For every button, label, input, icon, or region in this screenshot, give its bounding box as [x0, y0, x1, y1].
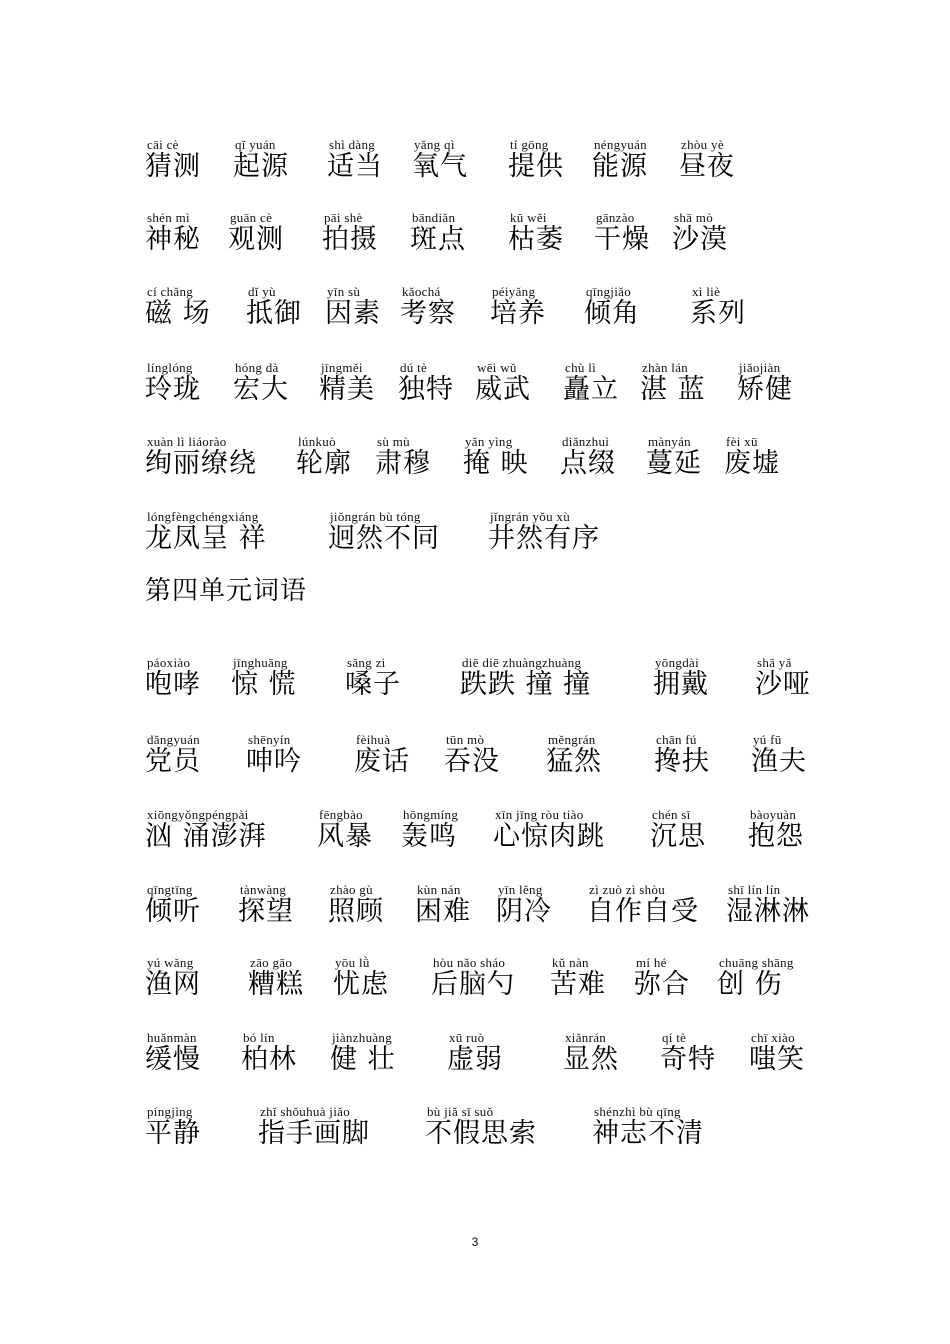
pinyin: xiǎnrán: [565, 1030, 607, 1045]
pinyin: jǐngrán yǒu xù: [490, 509, 571, 524]
hanzi: 心惊肉跳: [493, 821, 605, 852]
hanzi: 渔网: [145, 969, 201, 1000]
hanzi: 神秘: [145, 224, 201, 255]
pinyin: hōngmíng: [403, 807, 459, 822]
hanzi: 迥然不同: [328, 523, 440, 554]
hanzi: 阴冷: [496, 896, 552, 927]
pinyin: bù jiǎ sī suǒ: [427, 1104, 494, 1119]
hanzi: 点缀: [560, 448, 616, 479]
hanzi: 磁 场: [145, 298, 211, 329]
pinyin: línglóng: [147, 360, 193, 375]
word-row: [0, 733, 950, 793]
word-row: [0, 361, 950, 421]
hanzi: 能源: [592, 151, 648, 182]
hanzi: 咆哮: [145, 669, 201, 700]
hanzi: 苦难: [550, 969, 606, 1000]
pinyin: jiànzhuàng: [332, 1030, 393, 1045]
hanzi: 探望: [238, 896, 294, 927]
hanzi: 自作自受: [587, 896, 699, 927]
hanzi: 干燥: [594, 224, 650, 255]
pinyin: páoxiào: [147, 655, 191, 670]
pinyin: jiǒngrán bù tóng: [330, 509, 421, 524]
hanzi: 猛然: [546, 746, 602, 777]
section-heading: 第四单元词语: [145, 576, 308, 606]
pinyin: hóng dà: [235, 360, 279, 375]
hanzi: 搀扶: [654, 746, 710, 777]
hanzi: 起源: [233, 151, 289, 182]
pinyin: kǔ nàn: [552, 955, 589, 970]
hanzi: 渔夫: [751, 746, 807, 777]
word-row: [0, 510, 950, 570]
pinyin: cí chǎng: [147, 284, 194, 299]
hanzi: 平静: [145, 1118, 201, 1149]
pinyin: yōngdài: [655, 655, 699, 670]
pinyin: shēnyín: [248, 732, 291, 747]
hanzi: 拍摄: [322, 224, 378, 255]
pinyin: yú wǎng: [147, 955, 194, 970]
pinyin: yǎng qì: [414, 137, 455, 152]
hanzi: 嗤笑: [749, 1044, 805, 1075]
pinyin: jīnghuāng: [233, 655, 288, 670]
pinyin: xuàn lì liáorào: [147, 434, 227, 449]
pinyin: lúnkuò: [298, 434, 336, 449]
pinyin: yú fū: [753, 732, 782, 747]
word-row: [0, 138, 950, 198]
hanzi: 后脑勺: [431, 969, 515, 1000]
hanzi: 湛 蓝: [640, 374, 706, 405]
hanzi: 拥戴: [653, 669, 709, 700]
word-row: [0, 1031, 950, 1091]
hanzi: 绚丽缭绕: [145, 448, 257, 479]
page-number: 3: [471, 1235, 479, 1249]
hanzi: 弥合: [634, 969, 690, 1000]
pinyin: hòu nǎo sháo: [433, 955, 506, 970]
hanzi: 斑点: [410, 224, 466, 255]
pinyin: jīngměi: [321, 360, 363, 375]
pinyin: zhǐ shǒuhuà jiǎo: [260, 1104, 351, 1119]
hanzi: 抵御: [246, 298, 302, 329]
pinyin: shā yǎ: [757, 655, 792, 670]
pinyin: cāi cè: [147, 137, 179, 152]
hanzi: 党员: [145, 746, 201, 777]
pinyin: dú tè: [400, 360, 428, 375]
pinyin: xì liè: [692, 284, 721, 299]
hanzi: 照顾: [328, 896, 384, 927]
hanzi: 困难: [415, 896, 471, 927]
hanzi: 汹 涌澎湃: [145, 821, 267, 852]
hanzi: 沉思: [650, 821, 706, 852]
hanzi: 矫健: [737, 374, 793, 405]
pinyin: bāndiǎn: [412, 210, 456, 225]
pinyin: fēngbào: [319, 807, 363, 822]
hanzi: 氧气: [412, 151, 468, 182]
pinyin: guān cè: [230, 210, 273, 225]
pinyin: jiǎojiàn: [739, 360, 781, 375]
pinyin: mí hé: [636, 955, 667, 970]
hanzi: 提供: [508, 151, 564, 182]
hanzi: 风暴: [317, 821, 373, 852]
hanzi: 废墟: [724, 448, 780, 479]
pinyin: dǎngyuán: [147, 732, 200, 747]
hanzi: 指手画脚: [258, 1118, 370, 1149]
hanzi: 龙凤呈 祥: [145, 523, 267, 554]
hanzi: 奇特: [660, 1044, 716, 1075]
hanzi: 忧虑: [333, 969, 389, 1000]
hanzi: 吞没: [444, 746, 500, 777]
word-row: [0, 1105, 950, 1165]
hanzi: 枯萎: [508, 224, 564, 255]
pinyin: yōu lǜ: [335, 955, 370, 970]
hanzi: 玲珑: [145, 374, 201, 405]
hanzi: 肃穆: [375, 448, 431, 479]
hanzi: 废话: [354, 746, 410, 777]
pinyin: shén mì: [147, 210, 190, 225]
pinyin: kū wěi: [510, 210, 547, 225]
pinyin: chuāng shāng: [719, 955, 794, 970]
pinyin: yǎn yìng: [465, 434, 513, 449]
pinyin: xū ruò: [449, 1030, 485, 1045]
pinyin: zāo gāo: [250, 955, 293, 970]
hanzi: 培养: [490, 298, 546, 329]
pinyin: zì zuò zì shòu: [589, 882, 666, 897]
hanzi: 昼夜: [679, 151, 735, 182]
pinyin: sù mù: [377, 434, 410, 449]
pinyin: lóngfèngchéngxiáng: [147, 509, 259, 524]
pinyin: fèi xū: [726, 434, 758, 449]
pinyin: qǐ yuán: [235, 137, 276, 152]
hanzi: 呻吟: [246, 746, 302, 777]
word-row: [0, 285, 950, 345]
hanzi: 惊 慌: [231, 669, 297, 700]
pinyin: shénzhì bù qīng: [594, 1104, 681, 1119]
hanzi: 独特: [398, 374, 454, 405]
hanzi: 虚弱: [447, 1044, 503, 1075]
pinyin: tànwàng: [240, 882, 287, 897]
hanzi: 沙哑: [755, 669, 811, 700]
hanzi: 抱怨: [748, 821, 804, 852]
hanzi: 轮廓: [296, 448, 352, 479]
hanzi: 创 伤: [717, 969, 783, 1000]
hanzi: 显然: [563, 1044, 619, 1075]
hanzi: 适当: [327, 151, 383, 182]
pinyin: diǎnzhuì: [562, 434, 610, 449]
word-row: [0, 656, 950, 716]
hanzi: 神志不清: [592, 1118, 704, 1149]
pinyin: měngrán: [548, 732, 596, 747]
pinyin: chī xiào: [751, 1030, 795, 1045]
hanzi: 观测: [228, 224, 284, 255]
pinyin: yīn lěng: [498, 882, 543, 897]
pinyin: chān fú: [656, 732, 697, 747]
hanzi: 宏大: [233, 374, 289, 405]
hanzi: 因素: [325, 298, 381, 329]
pinyin: mànyán: [648, 434, 691, 449]
pinyin: dǐ yù: [248, 284, 276, 299]
pinyin: qīngtīng: [147, 882, 193, 897]
pinyin: shī lín lín: [728, 882, 781, 897]
hanzi: 不假思索: [425, 1118, 537, 1149]
hanzi: 蔓延: [646, 448, 702, 479]
word-row: [0, 211, 950, 271]
hanzi: 缓慢: [145, 1044, 201, 1075]
pinyin: péiyǎng: [492, 284, 536, 299]
hanzi: 猜测: [145, 151, 201, 182]
pinyin: wēi wǔ: [477, 360, 517, 375]
pinyin: sǎng zi: [347, 655, 386, 670]
hanzi: 柏林: [241, 1044, 297, 1075]
hanzi: 嗓子: [345, 669, 401, 700]
pinyin: zhòu yè: [681, 137, 724, 152]
word-row: [0, 435, 950, 495]
hanzi: 掩 映: [463, 448, 529, 479]
hanzi: 威武: [475, 374, 531, 405]
pinyin: chù lì: [565, 360, 597, 375]
hanzi: 糟糕: [248, 969, 304, 1000]
pinyin: qí tè: [662, 1030, 687, 1045]
pinyin: tūn mò: [446, 732, 485, 747]
hanzi: 系列: [690, 298, 746, 329]
pinyin: néngyuán: [594, 137, 647, 152]
pinyin: zhào gù: [330, 882, 373, 897]
hanzi: 湿淋淋: [726, 896, 810, 927]
pinyin: shā mò: [674, 210, 713, 225]
word-row: [0, 883, 950, 943]
pinyin: xiōngyǒngpéngpài: [147, 807, 249, 822]
pinyin: diē diē zhuàngzhuàng: [462, 655, 582, 670]
word-row: [0, 808, 950, 868]
pinyin: píngjìng: [147, 1104, 193, 1119]
pinyin: kùn nán: [417, 882, 461, 897]
word-row: [0, 956, 950, 1016]
pinyin: shì dàng: [329, 137, 376, 152]
pinyin: huǎnmàn: [147, 1030, 197, 1045]
pinyin: tí gōng: [510, 137, 549, 152]
pinyin: xīn jīng ròu tiào: [495, 807, 584, 822]
pinyin: zhàn lán: [642, 360, 689, 375]
pinyin: kǎochá: [402, 284, 441, 299]
hanzi: 沙漠: [672, 224, 728, 255]
hanzi: 轰鸣: [401, 821, 457, 852]
hanzi: 倾角: [584, 298, 640, 329]
pinyin: bàoyuàn: [750, 807, 797, 822]
pinyin: yīn sù: [327, 284, 361, 299]
pinyin: qīngjiǎo: [586, 284, 632, 299]
hanzi: 倾听: [145, 896, 201, 927]
pinyin: fèihuà: [356, 732, 391, 747]
pinyin: bó lín: [243, 1030, 275, 1045]
hanzi: 井然有序: [488, 523, 600, 554]
hanzi: 考察: [400, 298, 456, 329]
hanzi: 精美: [319, 374, 375, 405]
pinyin: gānzào: [596, 210, 635, 225]
pinyin: pāi shè: [324, 210, 363, 225]
hanzi: 跌跌 撞 撞: [460, 669, 592, 700]
hanzi: 矗立: [563, 374, 619, 405]
pinyin: chén sī: [652, 807, 691, 822]
hanzi: 健 壮: [330, 1044, 396, 1075]
